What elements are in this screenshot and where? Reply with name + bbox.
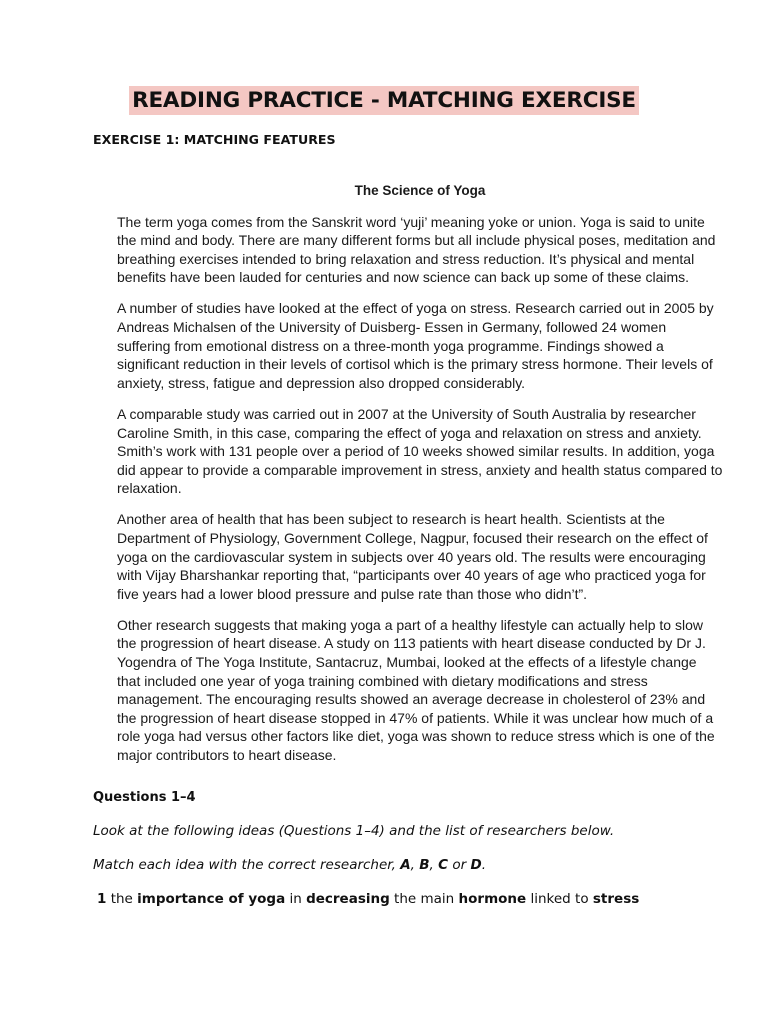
article xyxy=(117,182,723,777)
question-keyword: stress xyxy=(592,891,640,907)
questions-instruction-2 xyxy=(93,857,733,873)
questions-heading: Questions 1–4 xyxy=(93,790,196,805)
question-item-1 xyxy=(93,891,733,907)
option-separator: , xyxy=(429,857,439,873)
question-text: the xyxy=(106,891,138,907)
instruction-2-prefix: Match each idea with the correct researcher, xyxy=(93,857,401,873)
question-number: 1 xyxy=(97,891,107,907)
question-keyword: hormone xyxy=(458,891,527,907)
question-text: linked to xyxy=(526,891,593,907)
questions-instruction-1: Look at the following ideas (Questions 1–4) and the list of researchers below. xyxy=(93,823,615,839)
question-keyword: decreasing xyxy=(306,891,390,907)
question-text: in xyxy=(285,891,307,907)
option-separator: , xyxy=(410,857,420,873)
article-paragraph-1: The term yoga comes from the Sanskrit word ‘yuji’ meaning yoke or union. Yoga is said to unite the mind and body. There are many different forms but all include physical poses, meditation and breathing exercises intended to bring relaxation and stress reduction. It’s physical and mental benefits have been lauded for centuries and now science can back up some of these claims. xyxy=(117,213,716,286)
option-c: C xyxy=(438,857,449,873)
article-paragraph-4: Another area of health that has been subject to research is heart health. Scientists at the Department of Physiology, Government College, Nagpur, focused their research on the effect of yoga on the cardiovascular system in subjects over 40 years old. The results were encouraging with Vijay Bharshankar reporting that, “participants over 40 years of age who practiced yoga for five years had a lower blood pressure and pulse rate than those who didn’t”. xyxy=(117,511,708,602)
exercise-heading: EXERCISE 1: MATCHING FEATURES xyxy=(93,132,336,147)
questions-section xyxy=(93,790,733,907)
article-paragraph-3: A comparable study was carried out in 2007 at the University of South Australia by researcher Caroline Smith, in this case, comparing the effect of yoga and relaxation on stress and anxiety. Smith’s work with 131 people over a period of 10 weeks showed similar results. In addition, yoga did appear to provide a comparable improvement in stress, anxiety and health status compared to relaxation. xyxy=(117,405,723,497)
page-title-wrapper xyxy=(0,88,768,113)
article-paragraph-2: A number of studies have looked at the effect of yoga on stress. Research carried out in 2005 by Andreas Michalsen of the University of Duisberg- Essen in Germany, followed 24 women suffering from emotional distress on a three-month yoga programme. Findings showed a significant reduction in their levels of cortisol which is the primary stress hormone. Their levels of anxiety, stress, fatigue and depression also dropped considerably. xyxy=(117,300,714,391)
article-title: The Science of Yoga xyxy=(354,183,486,198)
option-separator: or xyxy=(448,857,471,873)
option-b: B xyxy=(419,857,430,873)
page-title: READING PRACTICE - MATCHING EXERCISE xyxy=(129,86,639,115)
option-a: A xyxy=(400,857,411,873)
instruction-2-suffix: . xyxy=(481,857,486,873)
option-d: D xyxy=(470,857,482,873)
question-keyword: importance of yoga xyxy=(137,891,286,907)
article-paragraph-5: Other research suggests that making yoga a part of a healthy lifestyle can actually help to slow the progression of heart disease. A study on 113 patients with heart disease conducted by Dr J. Yogendra of The Yoga Institute, Santacruz, Mumbai, looked at the effects of a lifestyle change that included one year of yoga training combined with dietary modifications and stress management. The encouraging results showed an average decrease in cholesterol of 23% and the progression of heart disease stopped in 47% of patients. While it was unclear how much of a role yoga had versus other factors like diet, yoga was shown to reduce stress which is one of the major contributors to heart disease. xyxy=(117,616,715,764)
question-text: the main xyxy=(389,891,459,907)
